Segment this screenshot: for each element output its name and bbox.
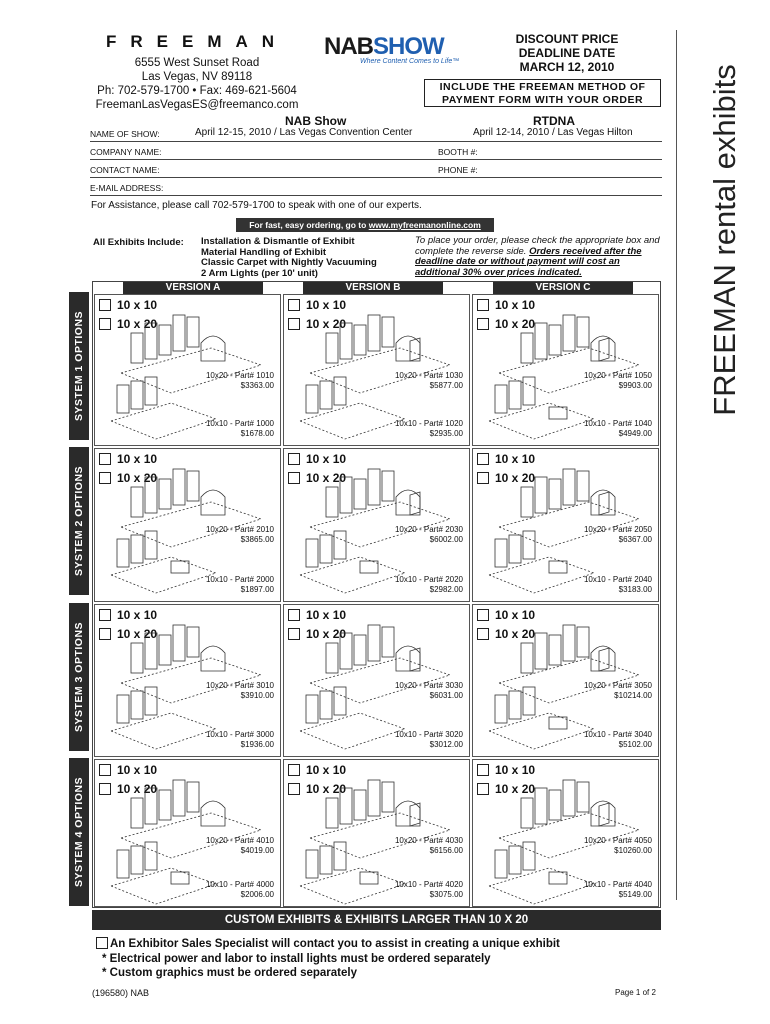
version-header-c: VERSION C <box>493 282 633 294</box>
part-10x20-price: $6367.00 <box>618 535 652 544</box>
part-10x10-price: $3075.00 <box>429 890 463 899</box>
show-title-rtdna: RTDNA <box>533 114 575 128</box>
exhibit-cell <box>283 604 470 757</box>
include-item: 2 Arm Lights (per 10' unit) <box>201 267 318 279</box>
part-10x10-number: 10x10 - Part# 4040 <box>583 880 652 889</box>
form-number: (196580) NAB <box>92 988 150 998</box>
part-10x20-number: 10x20 - Part# 2050 <box>583 525 652 534</box>
option-label: 10 x 10 <box>495 298 536 312</box>
part-10x20-price: $9903.00 <box>618 381 652 390</box>
option-label: 10 x 20 <box>495 317 536 331</box>
option-label: 10 x 10 <box>495 763 536 777</box>
option-label: 10 x 20 <box>495 471 536 485</box>
option-label: 10 x 10 <box>306 608 347 622</box>
part-10x20 <box>206 371 274 391</box>
option-label: 10 x 20 <box>306 782 347 796</box>
option-label: 10 x 20 <box>306 317 347 331</box>
part-10x10-number: 10x10 - Part# 2020 <box>394 575 463 584</box>
custom-exhibits-text <box>96 937 560 981</box>
email-label: E-MAIL ADDRESS: <box>90 183 164 193</box>
payment-notice-line: INCLUDE THE FREEMAN METHOD OF <box>439 81 646 93</box>
part-10x10-price: $2935.00 <box>429 429 463 438</box>
system-1-label <box>69 292 89 440</box>
option-label: 10 x 20 <box>117 627 158 641</box>
system-2-label <box>69 447 89 595</box>
part-10x20 <box>584 836 652 856</box>
part-10x10-price: $2982.00 <box>429 585 463 594</box>
part-10x20-price: $10214.00 <box>614 691 652 700</box>
option-label: 10 x 10 <box>117 452 158 466</box>
custom-exhibits-bar: CUSTOM EXHIBITS & EXHIBITS LARGER THAN 10 X 20 <box>92 910 661 930</box>
payment-notice <box>424 79 661 107</box>
option-label: 10 x 10 <box>495 608 536 622</box>
part-10x10-number: 10x10 - Part# 4020 <box>394 880 463 889</box>
part-10x10-price: $5102.00 <box>618 740 652 749</box>
part-10x20-number: 10x20 - Part# 1030 <box>394 371 463 380</box>
part-10x10 <box>206 419 274 439</box>
booth-label: BOOTH #: <box>438 147 478 157</box>
include-item: Material Handling of Exhibit <box>201 246 327 258</box>
part-10x20-price: $5877.00 <box>429 381 463 390</box>
part-10x10 <box>584 730 652 750</box>
exhibit-cell <box>472 294 659 446</box>
part-10x10-number: 10x10 - Part# 3020 <box>394 730 463 739</box>
part-10x10 <box>395 575 463 595</box>
part-10x20 <box>584 371 652 391</box>
option-label: 10 x 20 <box>495 627 536 641</box>
exhibit-cell <box>472 604 659 757</box>
option-label: 10 x 20 <box>306 471 347 485</box>
payment-notice-line: PAYMENT FORM WITH YOUR ORDER <box>441 94 644 106</box>
part-10x10-price: $1936.00 <box>240 740 274 749</box>
discount-line: DISCOUNT PRICE <box>515 32 619 46</box>
system-3-label-text: SYSTEM 3 OPTIONS <box>73 621 85 733</box>
custom-exhibit-checkbox[interactable] <box>96 937 108 949</box>
show-title-nab: NAB Show <box>285 114 347 128</box>
part-10x20-number: 10x20 - Part# 3010 <box>205 681 274 690</box>
exhibit-cell <box>94 448 281 602</box>
option-label: 10 x 20 <box>306 627 347 641</box>
part-10x10-price: $2006.00 <box>240 890 274 899</box>
part-10x10 <box>395 730 463 750</box>
part-10x10 <box>395 419 463 439</box>
part-10x10 <box>206 880 274 900</box>
exhibit-cell <box>283 448 470 602</box>
part-10x10-number: 10x10 - Part# 2040 <box>583 575 652 584</box>
part-10x20 <box>584 681 652 701</box>
part-10x10-price: $3183.00 <box>618 585 652 594</box>
part-10x10-price: $4949.00 <box>618 429 652 438</box>
version-header-a: VERSION A <box>123 282 263 294</box>
side-divider <box>676 30 677 900</box>
part-10x20 <box>584 525 652 545</box>
option-label: 10 x 20 <box>117 317 158 331</box>
part-10x20-number: 10x20 - Part# 3030 <box>394 681 463 690</box>
part-10x10-price: $3012.00 <box>429 740 463 749</box>
part-10x20-number: 10x20 - Part# 4050 <box>583 836 652 845</box>
part-10x10-number: 10x10 - Part# 4000 <box>205 880 274 889</box>
exhibit-cell <box>283 294 470 446</box>
custom-line-2: * Electrical power and labor to install lights must be ordered separately <box>102 952 491 965</box>
includes-list <box>201 237 377 279</box>
part-10x10-price: $5149.00 <box>618 890 652 899</box>
exhibit-options-grid <box>92 281 661 908</box>
option-label: 10 x 10 <box>117 763 158 777</box>
address-phone: Ph: 702-579-1700 • Fax: 469-621-5604 <box>97 85 297 97</box>
ordering-link[interactable]: www.myfreemanonline.com <box>368 220 481 230</box>
company-name-label: COMPANY NAME: <box>90 147 162 157</box>
part-10x10-number: 10x10 - Part# 2000 <box>205 575 274 584</box>
part-10x10 <box>206 575 274 595</box>
ordering-bar <box>236 218 494 232</box>
system-4-label-text: SYSTEM 4 OPTIONS <box>73 776 85 888</box>
rtdna-show-dates[interactable]: April 12-14, 2010 / Las Vegas Hilton <box>473 127 633 138</box>
part-10x10-number: 10x10 - Part# 1040 <box>583 419 652 428</box>
deadline-line: DEADLINE DATE <box>518 46 616 60</box>
include-item: Installation & Dismantle of Exhibit <box>201 236 355 247</box>
part-10x10 <box>584 575 652 595</box>
option-label: 10 x 20 <box>495 782 536 796</box>
name-of-show-label: NAME OF SHOW: <box>90 129 160 139</box>
part-10x10-price: $1678.00 <box>240 429 274 438</box>
option-label: 10 x 10 <box>495 452 536 466</box>
address-line: 6555 West Sunset Road <box>134 57 260 69</box>
part-10x20-number: 10x20 - Part# 4010 <box>205 836 274 845</box>
part-10x10 <box>584 880 652 900</box>
order-note-warning: Orders received after the deadline date or without payment will cost an additional 30% over prices indicated. <box>415 245 642 278</box>
part-10x10 <box>395 880 463 900</box>
part-10x20-price: $6002.00 <box>429 535 463 544</box>
exhibit-cell <box>283 759 470 907</box>
part-10x10 <box>584 419 652 439</box>
system-2-label-text: SYSTEM 2 OPTIONS <box>73 465 85 577</box>
part-10x20-price: $6031.00 <box>429 691 463 700</box>
includes-label: All Exhibits Include: <box>93 237 184 248</box>
system-4-label <box>69 758 89 906</box>
option-label: 10 x 10 <box>117 608 158 622</box>
address-city: Las Vegas, NV 89118 <box>141 71 253 83</box>
company-row[interactable] <box>90 142 662 160</box>
nab-show-logo: NABSHOW Where Content Comes to Life™ <box>324 33 460 65</box>
part-10x20-number: 10x20 - Part# 1010 <box>205 371 274 380</box>
part-10x20-number: 10x20 - Part# 2030 <box>394 525 463 534</box>
contact-row[interactable] <box>90 160 662 178</box>
address-email: FreemanLasVegasES@freemanco.com <box>95 99 299 111</box>
part-10x20 <box>206 525 274 545</box>
part-10x20 <box>395 836 463 856</box>
part-10x20-price: $3363.00 <box>240 381 274 390</box>
option-label: 10 x 10 <box>306 763 347 777</box>
assistance-text: For Assistance, please call 702-579-1700 to speak with one of our experts. <box>91 200 422 211</box>
order-note-text: To place your order, please check the appropriate box and complete the reverse side. <box>415 235 660 257</box>
part-10x20-price: $3865.00 <box>240 535 274 544</box>
company-address <box>92 56 302 112</box>
part-10x20 <box>206 836 274 856</box>
system-1-label-text: SYSTEM 1 OPTIONS <box>73 310 85 422</box>
custom-line-3: * Custom graphics must be ordered separately <box>102 967 357 979</box>
part-10x10-number: 10x10 - Part# 3000 <box>205 730 274 739</box>
freeman-logo: FREEMAN <box>106 32 289 51</box>
exhibit-cell <box>94 294 281 446</box>
side-title <box>690 30 760 450</box>
nab-show-dates[interactable]: April 12-15, 2010 / Las Vegas Convention Center <box>195 127 413 138</box>
discount-deadline <box>472 32 662 74</box>
part-10x20 <box>206 681 274 701</box>
part-10x20-price: $3910.00 <box>240 691 274 700</box>
exhibit-cell <box>94 759 281 907</box>
part-10x20-number: 10x20 - Part# 1050 <box>583 371 652 380</box>
part-10x10-number: 10x10 - Part# 3040 <box>583 730 652 739</box>
option-label: 10 x 10 <box>306 298 347 312</box>
include-item: Classic Carpet with Nightly Vacuuming <box>201 257 377 268</box>
system-3-label <box>69 603 89 751</box>
exhibit-cell <box>472 448 659 602</box>
custom-line-1: An Exhibitor Sales Specialist will contact you to assist in creating a unique exhibit <box>110 938 560 950</box>
option-label: 10 x 10 <box>306 452 347 466</box>
part-10x10-price: $1897.00 <box>240 585 274 594</box>
side-title-text: FREEMAN rental exhibits <box>707 64 742 416</box>
part-10x10 <box>206 730 274 750</box>
exhibit-cell <box>94 604 281 757</box>
part-10x20 <box>395 525 463 545</box>
part-10x20-number: 10x20 - Part# 4030 <box>394 836 463 845</box>
option-label: 10 x 20 <box>117 471 158 485</box>
option-label: 10 x 10 <box>117 298 158 312</box>
part-10x20 <box>395 681 463 701</box>
part-10x20-price: $10260.00 <box>614 846 652 855</box>
part-10x10-number: 10x10 - Part# 1020 <box>394 419 463 428</box>
name-of-show-row <box>90 124 662 142</box>
part-10x10-number: 10x10 - Part# 1000 <box>205 419 274 428</box>
phone-label: PHONE #: <box>438 165 478 175</box>
exhibit-cell <box>472 759 659 907</box>
deadline-date: MARCH 12, 2010 <box>519 60 615 74</box>
part-10x20 <box>395 371 463 391</box>
order-note <box>415 236 660 278</box>
email-row[interactable] <box>90 178 662 196</box>
nab-tagline: Where Content Comes to Life™ <box>360 58 460 65</box>
page-number: Page 1 of 2 <box>615 988 656 997</box>
part-10x20-number: 10x20 - Part# 3050 <box>583 681 652 690</box>
contact-name-label: CONTACT NAME: <box>90 165 160 175</box>
part-10x20-number: 10x20 - Part# 2010 <box>205 525 274 534</box>
part-10x20-price: $6156.00 <box>429 846 463 855</box>
version-header-b: VERSION B <box>303 282 443 294</box>
option-label: 10 x 20 <box>117 782 158 796</box>
part-10x20-price: $4019.00 <box>240 846 274 855</box>
ordering-text: For fast, easy ordering, go to <box>249 220 369 230</box>
